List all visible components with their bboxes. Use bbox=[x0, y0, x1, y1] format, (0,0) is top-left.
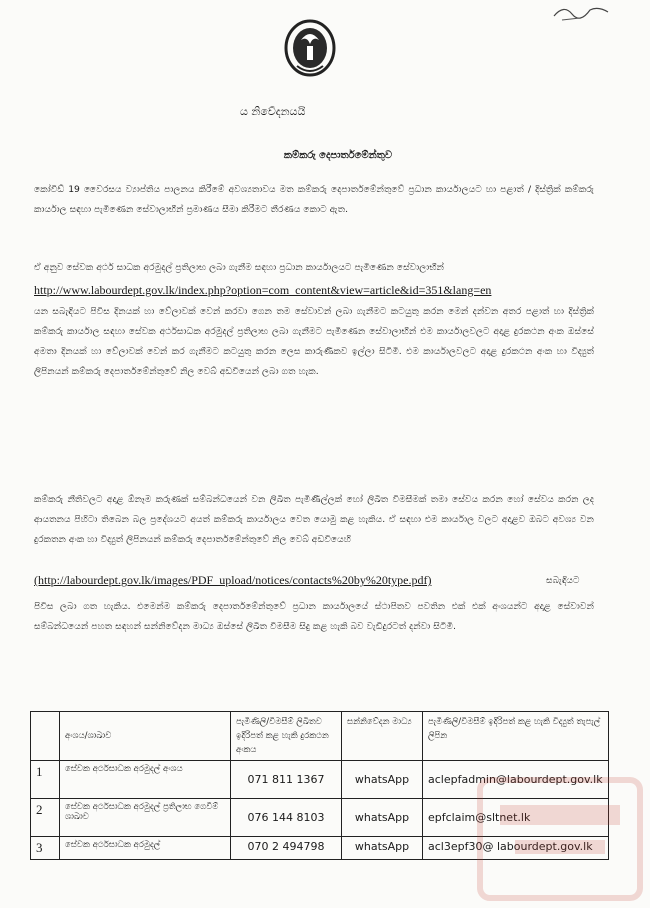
header-medium: සන්නිවේදන මාධ්‍ය bbox=[342, 712, 423, 761]
header-fragment: ය නිවේදනයයි bbox=[240, 105, 306, 118]
row-email: acl3epf30@ labourdept.gov.lk bbox=[423, 837, 609, 860]
row-division: සේවක අර්ථසාධක අරමුදල් bbox=[60, 837, 231, 860]
header-email: පැමිණිලි/විමසීම් ඉදිරිපත් කළ හැකි විද්‍යුත් තැපැල් ලිපින bbox=[423, 712, 609, 761]
paragraph-2 bbox=[34, 258, 594, 382]
header-telephone: පැමිණිලි/විමසීම් ලිඛිතව ඉදිරිපත් කළ හැකි දුරකථන අංකය bbox=[231, 712, 342, 761]
pen-scribble bbox=[552, 2, 610, 22]
contacts-link-row bbox=[34, 573, 609, 588]
paragraph-2-body: යන සබැඳියට පිවිස දිනයක් හා වේලාවක් වෙන් කරවා ගෙන තම සේවාවන් ලබා ගැනීමට කටයුතු කරන මෙන් දන්වන අතර පළාත් හා දිස්ත්‍රික් කම්කරු කාර්යාල සඳහා සේවක අර්ථසාධක අරමුදල් ප්‍රතිලාභ ලබා ගැනීමට පැමිණෙන සේවාලාභීන් එම කාර්යාලවලට අදාළ දුරකථන අංක ඔස්සේ අමතා දිනයක් හා වේලාවක් වෙන් කර ගැනීමට කටයුතු කරන ලෙස කාරුණිකව ඉල්ලා සිටිමි. එම කාර්යාලවලට අදාළ දුරකථන අංක හා විද්‍යුත් ලිපිනයන් කම්කරු දෙපාර්තමේන්තුවේ නිල වෙබ් අඩවියෙන් ලබා ගත හැක. bbox=[34, 306, 594, 377]
epf-appointment-link[interactable]: http://www.labourdept.gov.lk/index.php?option=com_content&view=article&id=351&lang=en bbox=[34, 283, 492, 297]
row-num: 1 bbox=[31, 761, 60, 799]
row-email: epfclaim@sltnet.lk bbox=[423, 799, 609, 837]
row-num: 3 bbox=[31, 837, 60, 860]
row-medium: whatsApp bbox=[342, 761, 423, 799]
paragraph-3: කම්කරු නීතිවලට අදාළ ඕනෑම කරුණක් සම්බන්ධයෙන් වන ලිඛිත පැමිණිල්ලක් හෝ ලිඛිත විමසීමක් තමා සේවය කරන හෝ සේවය කරන ලද ආයතනය පිහිටා තිබෙන බල ප්‍රදේශයට අයත් කම්කරු කාර්යාලය වෙත යොමු කළ හැකිය. ඒ සඳහා එම කාර්යාල වලට අදාළව ඔබට අවශ්‍ය වන දුරකතන අංක හා විද්‍යුත් ලිපිනයන් කම්කරු දෙපාර්තමේන්තුවේ නිල වෙබ් අඩවියෙහි bbox=[34, 494, 594, 545]
header-num bbox=[31, 712, 60, 761]
table-header-row bbox=[31, 712, 609, 761]
watermark-stamp bbox=[470, 770, 650, 908]
row-telephone: 071 811 1367 bbox=[231, 761, 342, 799]
department-title: කම්කරු දෙපාර්තමේන්තුව bbox=[283, 150, 393, 161]
row-num: 2 bbox=[31, 799, 60, 837]
row-email: aclepfadmin@labourdept.gov.lk bbox=[423, 761, 609, 799]
row-division: සේවක අර්ථසාධක අරමුදල් ප්‍රතිලාභ ගෙවීම් ශාඛාව bbox=[60, 799, 231, 837]
header-division: අංශය/ශාඛාව bbox=[60, 712, 231, 761]
row-medium: whatsApp bbox=[342, 837, 423, 860]
link-tail-text: සබැඳියට bbox=[546, 575, 580, 586]
row-division: සේවක අර්ථසාධක අරමුදල් අංශය bbox=[60, 761, 231, 799]
paragraph-2-intro: ඒ අනුව සේවක අර්ථ සාධක අරමුදල් ප්‍රතිලාභ ලබා ගැනීම සඳහා ප්‍රධාන කාර්යාලයට පැමිණෙන සේවාලාභීන් bbox=[34, 262, 445, 273]
government-emblem-icon bbox=[283, 18, 337, 80]
row-telephone: 076 144 8103 bbox=[231, 799, 342, 837]
paragraph-4: පිවිස ලබා ගත හැකිය. එමෙන්ම කම්කරු දෙපාර්තමේන්තුවේ ප්‍රධාන කාර්යාලයේ ස්ථාපිතව පවතින එක් එක් අංශයන්ට අදාළ සේවාවන් සම්බන්ධයෙන් පහත සඳහන් සන්නිවේදන මාධ්‍ය ඔස්සේ ලිඛිත විමසීම සිදු කළ හැකි බව වැඩිදුරටත් දන්වා සිටිමි. bbox=[34, 601, 594, 632]
row-medium: whatsApp bbox=[342, 799, 423, 837]
row-telephone: 070 2 494798 bbox=[231, 837, 342, 860]
paragraph-1: කෝවිඩ් 19 වෛරසය ව්‍යාප්තිය පාලනය කිරීමේ අවශ්‍යතාවය මත කම්කරු දෙපාර්තමේන්තුවේ ප්‍රධාන කාර්යාලයට හා පළාත් / දිස්ත්‍රික් කම්කරු කාර්යාල සඳහා පැමිණෙන සේවාලාභීන් ප්‍රමාණය සීමා කිරීමට තීරණය කොට ඇත. bbox=[34, 184, 594, 215]
contacts-pdf-link[interactable]: (http://labourdept.gov.lk/images/PDF_upload/notices/contacts%20by%20type.pdf) bbox=[34, 573, 432, 587]
